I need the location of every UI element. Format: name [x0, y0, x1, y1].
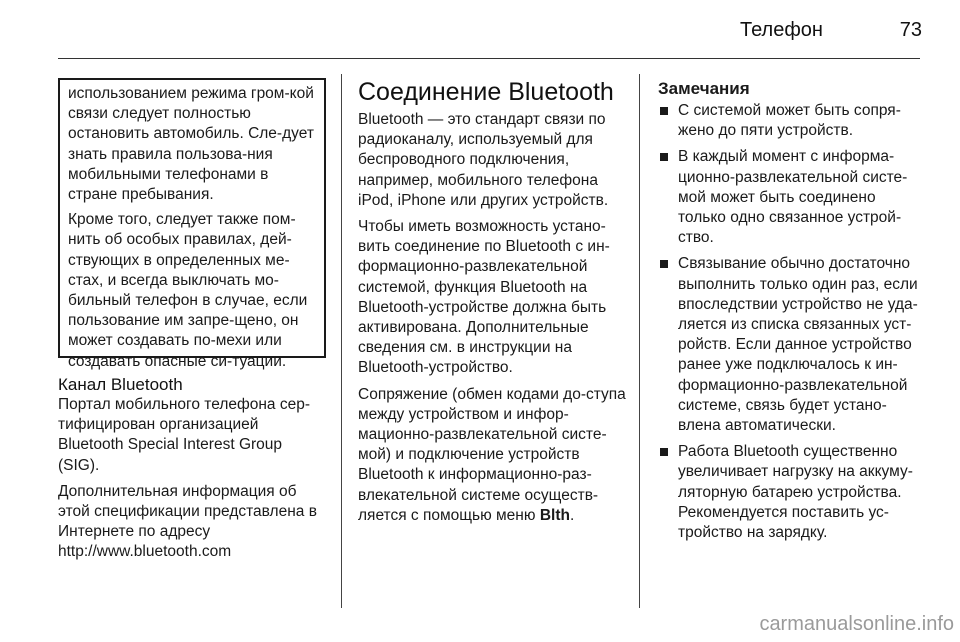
page-number: 73 — [899, 19, 922, 41]
note-text: Связывание обычно достаточно выполнить только один раз, если впоследствии устройство не уда-ляется из списка связанных уст-ройств. Если данное устройство ранее уже подключалось к ин-формационно-развлекательной системе, связь будет устано-влена автоматически. — [678, 255, 918, 435]
square-bullet-icon — [660, 448, 668, 456]
channel-heading: Канал Bluetooth — [58, 375, 183, 394]
header-divider — [58, 58, 920, 59]
square-bullet-icon — [660, 153, 668, 161]
note-text: С системой может быть сопря-жено до пяти устройств. — [678, 102, 901, 140]
note-item — [658, 442, 924, 543]
bluetooth-url[interactable]: http://www.bluetooth.com — [58, 543, 232, 561]
note-item — [658, 101, 924, 141]
note-item — [658, 147, 924, 248]
right-column — [658, 78, 924, 549]
body-paragraph: Bluetooth — это стандарт связи по радиоканалу, используемый для беспроводного подключения, например, мобильного телефона iPod, iPhone или других устройств. — [358, 111, 609, 209]
body-paragraph: Чтобы иметь возможность устано-вить соединение по Bluetooth с ин-формационно-развлекательной системой, функция Bluetooth на Bluetooth-устройстве должна быть активирована. Дополнительные сведения см. в инструкции на Bluetooth-устройство. — [358, 218, 610, 377]
warning-box — [58, 78, 326, 370]
pairing-period: . — [569, 506, 575, 524]
column-divider-2 — [639, 74, 640, 608]
pairing-paragraph — [358, 385, 626, 526]
watermark: carmanualsonline.info — [759, 613, 954, 635]
menu-name: Blth — [539, 506, 570, 524]
column-divider-1 — [341, 74, 342, 608]
warning-paragraph: Кроме того, следует также пом-нить об особых правилах, дей-ствующих в определенных ме-стах, и всегда выключать мо-бильный телефон в случае, если пользование им запре-щено, он может создавать по-мехи или создавать опасные си-туации. — [68, 211, 308, 370]
channel-paragraph: Портал мобильного телефона сер-тифицирован организацией Bluetooth Special Interest Group (SIG). — [58, 396, 310, 474]
channel-paragraph: Дополнительная информация об этой спецификации представлена в Интернете по адресу — [58, 482, 317, 541]
square-bullet-icon — [660, 260, 668, 268]
notes-title: Замечания — [658, 79, 750, 98]
note-text: В каждый момент с информа-ционно-развлекательной систе-мой может быть соединено только одно связанное устрой-ство. — [678, 148, 908, 247]
note-text: Работа Bluetooth существенно увеличивает нагрузку на аккуму-ляторную батарею устройства. Рекомендуется поставить ус-тройство на зарядку. — [678, 443, 913, 542]
header-title: Телефон — [740, 19, 823, 41]
square-bullet-icon — [660, 107, 668, 115]
middle-column — [358, 78, 626, 532]
warning-paragraph: использованием режима гром-кой связи следует полностью остановить автомобиль. Сле-дует знать правила пользова-ния мобильными телефонами в стране пребывания. — [68, 85, 314, 204]
left-column — [58, 78, 326, 569]
pairing-text: Сопряжение (обмен кодами до-ступа между устройством и инфор-мационно-развлекательной систе-мой) и подключение устройств Bluetooth к информационно-раз-влекательной системе осуществ-ляется с помощью меню — [358, 385, 626, 524]
section-heading: Соединение Bluetooth — [358, 78, 614, 106]
note-item — [658, 254, 924, 436]
